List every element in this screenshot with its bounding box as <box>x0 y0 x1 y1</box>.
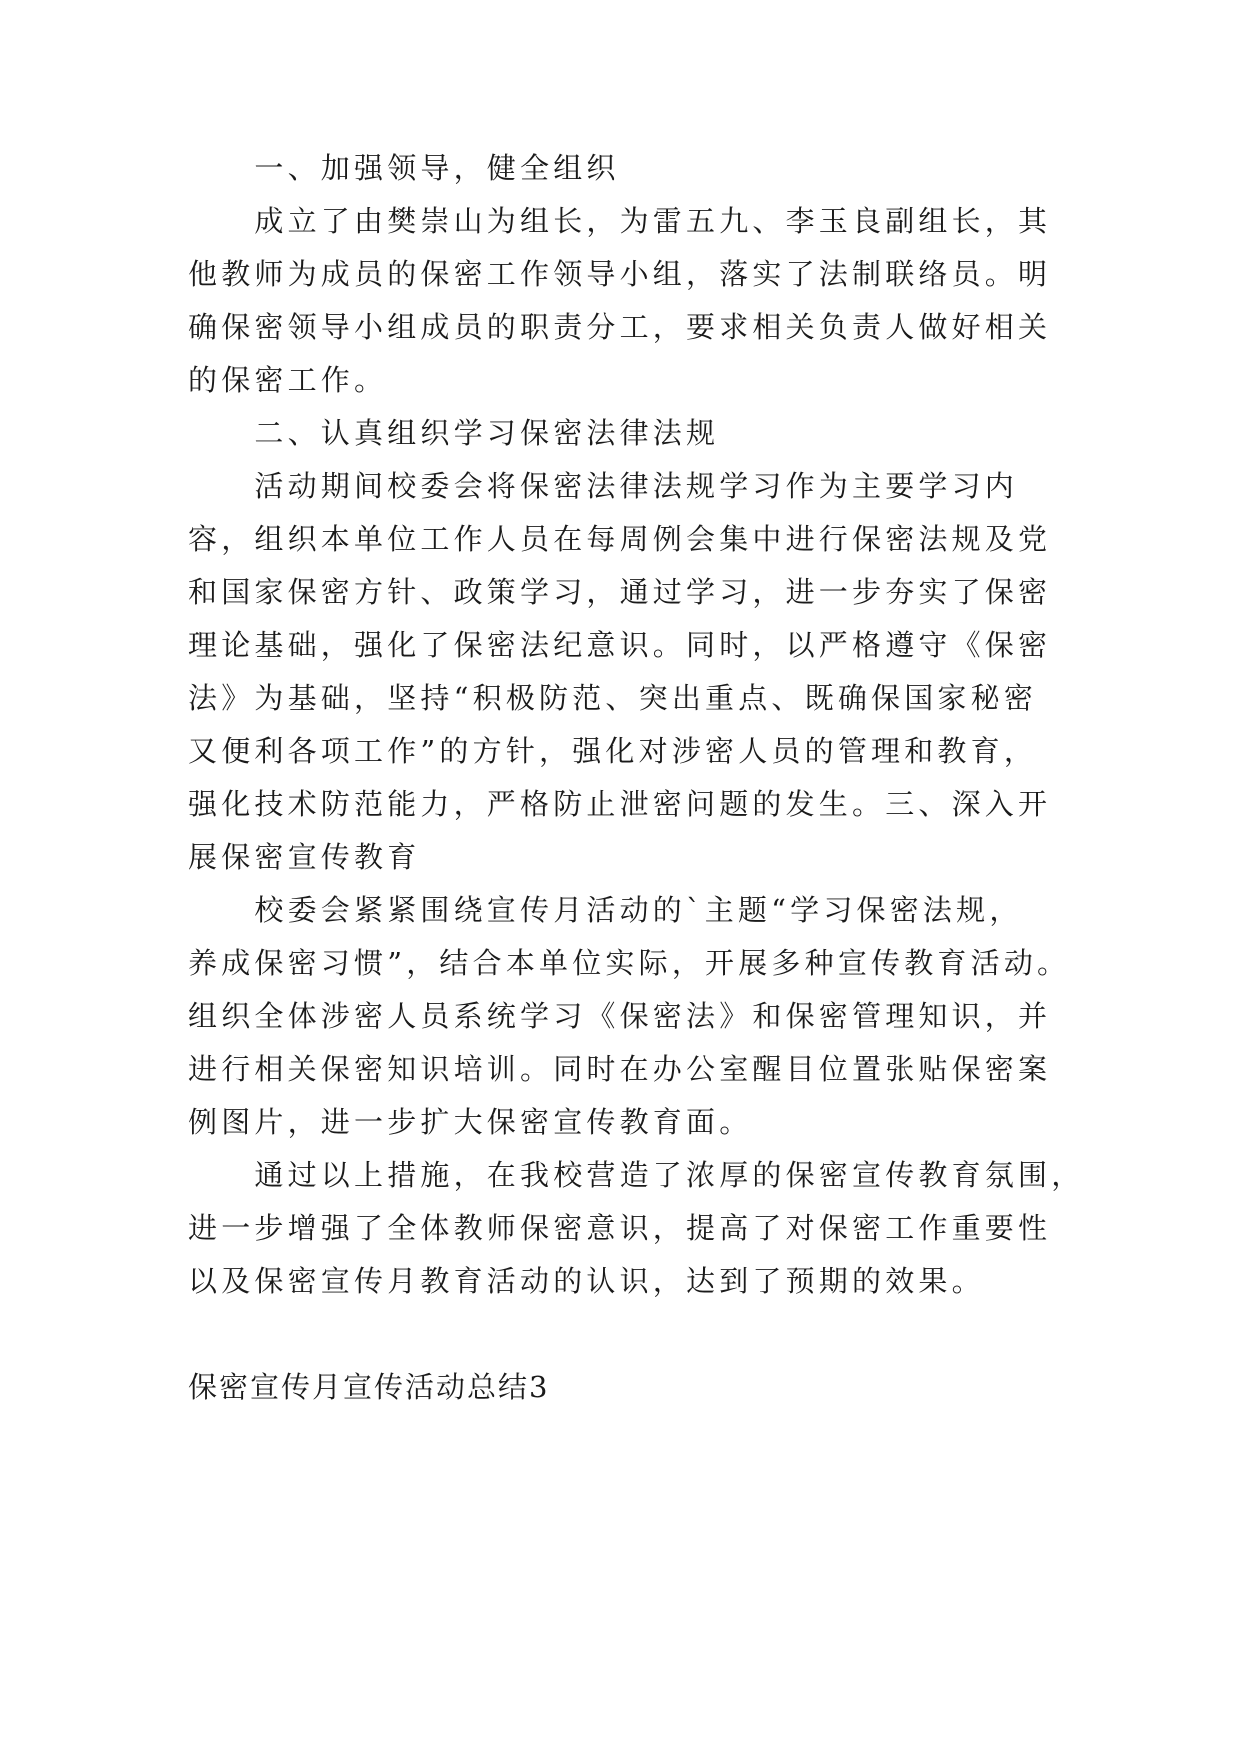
section-heading-2: 二、认真组织学习保密法律法规 <box>188 416 720 450</box>
paragraph-line: 他教师为成员的保密工作领导小组，落实了法制联络员。明 <box>188 257 1052 291</box>
paragraph-line: 组织全体涉密人员系统学习《保密法》和保密管理知识，并 <box>188 999 1052 1033</box>
paragraph-line: 通过以上措施，在我校营造了浓厚的保密宣传教育氛围， <box>188 1158 1085 1192</box>
next-article-title: 保密宣传月宣传活动总结3 <box>188 1370 550 1404</box>
paragraph-line: 校委会紧紧围绕宣传月活动的`主题“学习保密法规， <box>188 893 1023 927</box>
paragraph-line: 又便利各项工作”的方针，强化对涉密人员的管理和教育， <box>188 734 1038 768</box>
paragraph-line: 和国家保密方针、政策学习，通过学习，进一步夯实了保密 <box>188 575 1052 609</box>
paragraph-line: 进行相关保密知识培训。同时在办公室醒目位置张贴保密案 <box>188 1052 1052 1086</box>
paragraph-line: 进一步增强了全体教师保密意识，提高了对保密工作重要性 <box>188 1211 1052 1245</box>
paragraph-line: 以及保密宣传月教育活动的认识，达到了预期的效果。 <box>188 1264 985 1298</box>
paragraph-line: 强化技术防范能力，严格防止泄密问题的发生。三、深入开 <box>188 787 1052 821</box>
paragraph-line: 活动期间校委会将保密法律法规学习作为主要学习内 <box>188 469 1019 503</box>
paragraph-line: 法》为基础，坚持“积极防范、突出重点、既确保国家秘密 <box>188 681 1038 715</box>
paragraph-line: 展保密宣传教育 <box>188 840 421 874</box>
paragraph-line: 成立了由樊崇山为组长，为雷五九、李玉良副组长，其 <box>188 204 1052 238</box>
paragraph-line: 确保密领导小组成员的职责分工，要求相关负责人做好相关 <box>188 310 1052 344</box>
paragraph-line: 例图片，进一步扩大保密宣传教育面。 <box>188 1105 753 1139</box>
section-heading-1: 一、加强领导，健全组织 <box>188 151 620 185</box>
paragraph-line: 养成保密习惯”，结合本单位实际，开展多种宣传教育活动。 <box>188 946 1071 980</box>
paragraph-line: 容，组织本单位工作人员在每周例会集中进行保密法规及党 <box>188 522 1052 556</box>
paragraph-line: 的保密工作。 <box>188 363 388 397</box>
paragraph-line: 理论基础，强化了保密法纪意识。同时，以严格遵守《保密 <box>188 628 1052 662</box>
